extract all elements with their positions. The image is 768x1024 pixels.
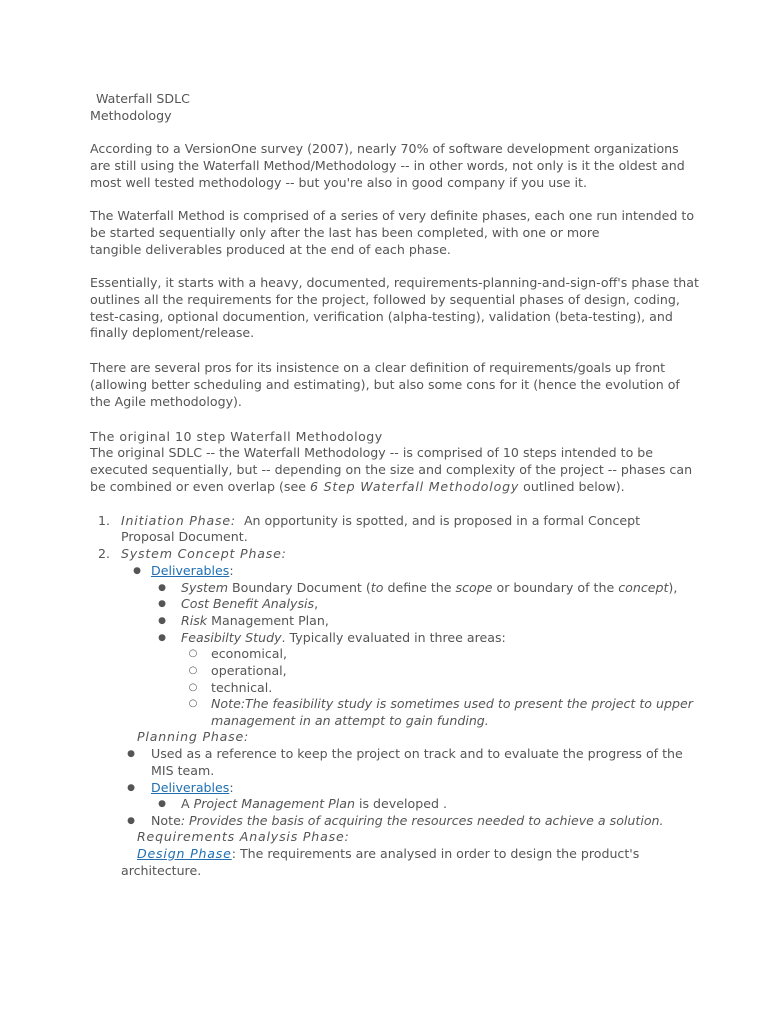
text-span: : Provides the basis of acquiring the resources needed to achieve a solution. [180, 813, 664, 828]
design-phase-item [137, 846, 639, 863]
bullet-icon: ● [133, 566, 141, 576]
area-item: technical. [211, 680, 273, 695]
phase-description: An opportunity is spotted, and is proposed in a formal Concept [243, 513, 641, 528]
note-label: Note [211, 696, 241, 711]
paragraph-line: According to a VersionOne survey (2007), nearly 70% of software development organizations [90, 141, 679, 156]
design-phase-link[interactable]: Design Phase [137, 846, 232, 861]
paragraph-line: Essentially, it starts with a heavy, documented, requirements-planning-and-sign-off's phase that [90, 275, 699, 290]
intro-paragraph-4 [90, 360, 680, 410]
text-span: , [314, 596, 319, 611]
text-span: to [370, 580, 384, 595]
list-item-system-concept: System Concept Phase: [121, 546, 287, 561]
text-span: : [229, 563, 234, 578]
bullet-icon: ● [127, 783, 135, 793]
text-span: : [229, 780, 234, 795]
paragraph-line: The original SDLC -- the Waterfall Methodology -- is comprised of 10 steps intended to be [90, 445, 654, 460]
requirements-phase-heading: Requirements Analysis Phase: [137, 829, 350, 844]
paragraph-line: most well tested methodology -- but you're also in good company if you use it. [90, 174, 587, 190]
text-span: Cost Benefit Analysis [181, 596, 315, 611]
text-span: define the [383, 580, 456, 595]
paragraph-line: executed sequentially, but -- depending on the size and complexity of the project -- phases can [90, 461, 693, 477]
text-span: Management Plan, [207, 613, 329, 628]
paragraph-line: There are several pros for its insistence on a clear definition of requirements/goals up front [90, 360, 666, 375]
paragraph-line: tangible deliverables produced at the end of each phase. [90, 241, 451, 257]
design-phase-continuation: architecture. [121, 863, 202, 878]
text-span: concept [618, 580, 669, 595]
intro-paragraph-2 [90, 208, 695, 258]
bullet-icon: ● [158, 583, 166, 593]
bullet-icon: ● [127, 816, 135, 826]
text-span: is developed . [354, 796, 447, 811]
text-span: A [181, 796, 194, 811]
deliverable-risk-plan [181, 613, 329, 630]
intro-paragraph-1 [90, 141, 685, 191]
area-item: economical, [211, 646, 287, 661]
text-span: System [181, 580, 228, 595]
deliverable-system-boundary [181, 580, 677, 597]
planning-phase-heading: Planning Phase: [137, 729, 250, 744]
text-span: : The requirements are analysed in order to design the product's [231, 846, 640, 861]
text-span: Risk [181, 613, 208, 628]
note-label: Note [151, 813, 181, 828]
bullet-icon: ● [158, 633, 166, 643]
bullet-icon: ● [158, 599, 166, 609]
circle-bullet-icon: ○ [188, 665, 198, 676]
paragraph-line: are still using the Waterfall Method/Methodology -- in other words, not only is it the oldest and [90, 157, 685, 173]
text-span: . Typically evaluated in three areas: [281, 630, 506, 645]
paragraph-line: test-casing, optional documention, verification (alpha-testing), validation (beta-testing), and [90, 308, 673, 324]
text-span: Boundary Document ( [227, 580, 371, 595]
section-heading: The original 10 step Waterfall Methodology [90, 429, 383, 444]
bullet-icon: ● [158, 616, 166, 626]
text-span: ), [668, 580, 678, 595]
text-span: scope [455, 580, 493, 595]
bullet-icon: ● [158, 799, 166, 809]
title-line-2: Methodology [90, 107, 172, 123]
paragraph-line: finally deploment/release. [90, 325, 255, 341]
list-number: 1. [97, 513, 110, 528]
deliverable-cost-benefit [181, 596, 318, 613]
paragraph-line: be started sequentially only after the last has been completed, with one or more [90, 224, 600, 240]
paragraph-line: (allowing better scheduling and estimating), but also some cons for it (hence the evolution of [90, 376, 680, 392]
paragraph-line: outlines all the requirements for the project, followed by sequential phases of design, coding, [90, 291, 680, 307]
intro-paragraph-3 [90, 275, 699, 342]
text-span: Feasibilty Study [181, 630, 282, 645]
feasibility-note-continuation: management in an attempt to gain funding. [211, 713, 489, 728]
deliverables-item [151, 780, 234, 797]
document-title [90, 91, 680, 125]
paragraph-line: The Waterfall Method is comprised of a series of very definite phases, each one run intended to [90, 208, 695, 223]
deliverable-feasibility-study [181, 630, 506, 647]
project-management-plan-item [181, 796, 447, 813]
phase-name: Initiation Phase: [121, 513, 236, 528]
bullet-icon: ● [127, 749, 135, 759]
section-body [90, 445, 693, 495]
list-item-continuation: Proposal Document. [121, 529, 248, 544]
circle-bullet-icon: ○ [188, 698, 198, 709]
list-item-initiation [121, 513, 640, 530]
paragraph-line: the Agile methodology). [90, 393, 242, 409]
text-span: or boundary of the [492, 580, 619, 595]
title-line-1: Waterfall SDLC [96, 91, 190, 106]
text-span: :The feasibility study is sometimes used to present the project to upper [240, 696, 693, 711]
feasibility-note [211, 696, 693, 713]
planning-description: Used as a reference to keep the project on track and to evaluate the progress of the [151, 746, 683, 761]
resources-note [151, 813, 664, 830]
circle-bullet-icon: ○ [188, 648, 198, 659]
circle-bullet-icon: ○ [188, 682, 198, 693]
deliverables-link[interactable]: Deliverables [151, 563, 230, 578]
text-span: Project [193, 796, 238, 811]
emphasized-reference: 6 Step Waterfall Methodology [309, 478, 520, 494]
paragraph-line [90, 479, 680, 496]
planning-description-continuation: MIS team. [151, 763, 215, 778]
deliverables-link[interactable]: Deliverables [151, 780, 230, 795]
text-span: outlined below). [519, 478, 625, 494]
text-span: Management Plan [237, 796, 355, 811]
text-span: be combined or even overlap (see [90, 478, 310, 494]
list-number: 2. [97, 546, 110, 561]
area-item: operational, [211, 663, 287, 678]
deliverables-item [151, 563, 234, 580]
